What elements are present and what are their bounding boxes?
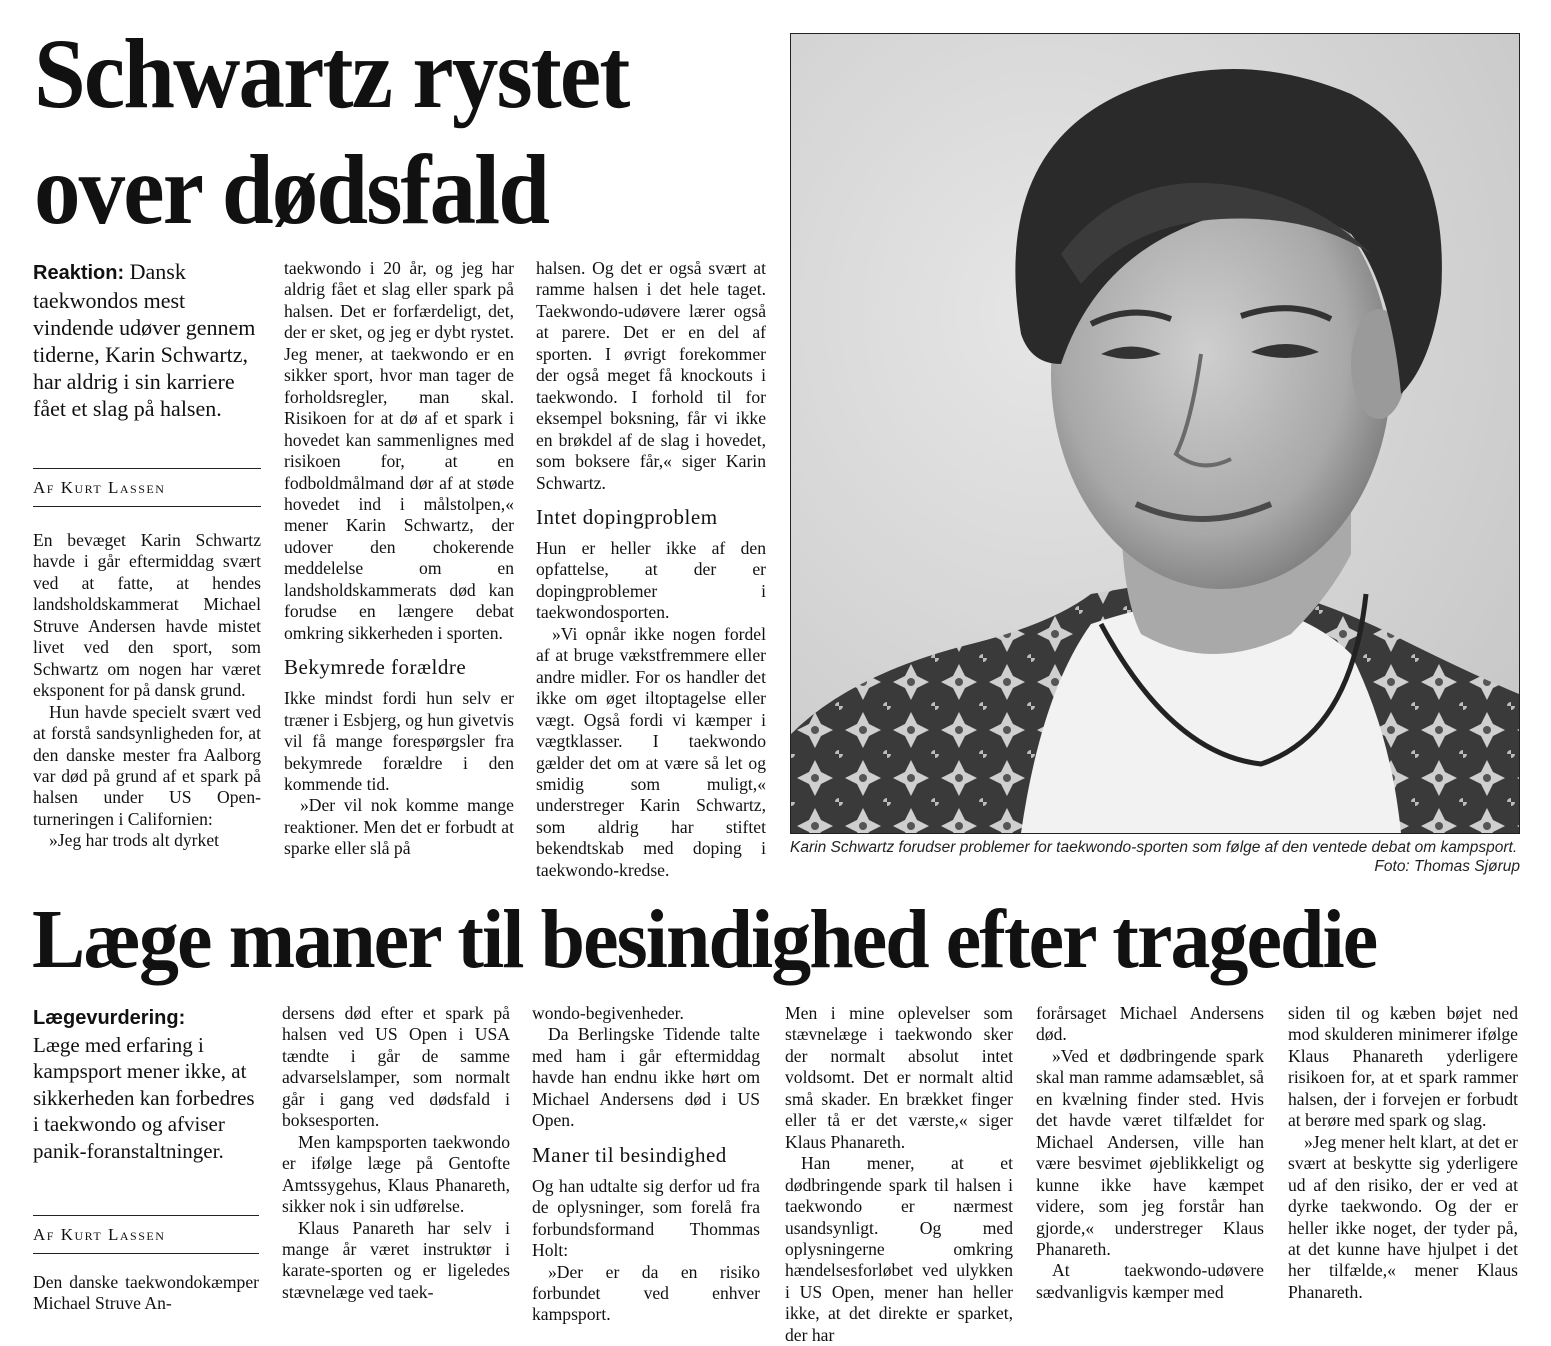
paragraph: forårsaget Michael Andersens død. (1036, 1003, 1264, 1045)
byline-box (33, 468, 261, 507)
paragraph: halsen. Og det er også svært at ramme halsen i det hele taget. Taekwondo-udøvere lærer også at parere. Det er en del af sporten. I øvrigt forekommer der også meget få knockouts i taekwondo. I forhold til for eksempel boksning, får vi ikke en brøkdel af de slag i hovedet, som boksere får,« siger Karin Schwartz. (536, 258, 766, 493)
article1-column-1 (33, 530, 261, 852)
lead-paragraph (33, 258, 263, 422)
paragraph: »Der vil nok komme mange reaktioner. Men det er forbudt at sparke eller slå på (284, 795, 514, 859)
byline-rule-bottom (33, 506, 261, 507)
lead-text: Dansk taekwondos mest vindende udøver gennem tiderne, Karin Schwartz, har aldrig i sin karriere fået et slag på halsen. (33, 259, 256, 421)
paragraph: Hun er heller ikke af den opfattelse, at der er dopingproblemer i taekwondosporten. (536, 537, 766, 623)
headline-line-1: Schwartz rystet (34, 18, 629, 129)
paragraph: »Jeg har trods alt dyrket (49, 830, 220, 851)
paragraph: Men kampsporten taekwondo er ifølge læge på Gentofte Amtssygehus, Klaus Phanareth, sikker nok i sin udførelse. (282, 1131, 510, 1217)
headline-article-2: Læge maner til besindighed efter tragedie (32, 893, 1377, 986)
subheading-doping: Intet dopingproblem (536, 504, 718, 529)
lead-tag-2: Lægevurdering: (33, 1007, 186, 1029)
paragraph: siden til og kæben bøjet ned mod skulderen minimerer ifølge Klaus Phanareth yderligere risikoen for, at et spark rammer halsen, der i forvejen er forbudt at berøre med spark og slag. (1288, 1003, 1518, 1131)
portrait-photo (790, 33, 1520, 834)
paragraph: Men i mine oplevelser som stævnelæge i taekwondo sker der normalt absolut intet voldsomt. Det er normalt altid små skader. En brækket finger eller tå er det værste,« siger Klaus Phanareth. (785, 1003, 1013, 1152)
paragraph: »Der er da en risiko forbundet ved enhver kampsport. (532, 1261, 760, 1325)
paragraph: At taekwondo-udøvere sædvanligvis kæmper med (1036, 1260, 1264, 1302)
paragraph: »Jeg mener helt klart, at det er svært at beskytte sig yderligere ud af den risiko, der er ved at dyrke taekwondo. Og der er heller ikke noget, der tyder på, at det kunne have hjulpet i det her tilfælde,« mener Klaus Phanareth. (1288, 1131, 1518, 1302)
paragraph: wondo-begivenheder. (532, 1003, 684, 1023)
paragraph: taekwondo i 20 år, og jeg har aldrig fået et slag eller spark på halsen. Det er forfærdeligt, det, der er sket, og jeg er dybt rystet. Jeg mener, at taekwondo er en sikker sport, hvor man tager de forholdsregler, man skal. Risikoen for at dø af et spark i hovedet kan sammenlignes med risikoen for, at en fodboldmålmand dør af at støde hovedet ind i målstolpen,« mener Karin Schwartz, der udover den chokerende meddelelse om en landsholdskammerats død kan forudse en længere debat omkring sikkerheden i sporten. (284, 258, 514, 643)
article2-column-1 (33, 1272, 259, 1315)
portrait-illustration (791, 34, 1519, 833)
article1-column-3 (536, 258, 766, 881)
paragraph: Da Berlingske Tidende talte med ham i går eftermiddag havde han endnu ikke hørt om Michael Andersens død i US Open. (532, 1024, 760, 1131)
article2-column-3 (532, 1003, 760, 1326)
paragraph: »Vi opnår ikke nogen fordel af at bruge vækstfremmere eller andre midler. For os handler det ikke om øget iltoptagelse eller vægt. Også fordi vi kæmper i vægtklasser. I taekwondo gælder det om at være så let og smidig som muligt,« understreger Karin Schwartz, som aldrig har stiftet bekendtskab med doping i taekwondo-kredse. (536, 623, 766, 880)
paragraph: Klaus Panareth har selv i mange år været instruktør i karate-sporten og er ligeledes stævnelæge ved taek- (282, 1217, 510, 1302)
paragraph: Og han udtalte sig derfor ud fra de oplysninger, som forelå fra forbundsformand Thommas Holt: (532, 1175, 760, 1261)
photo-caption: Karin Schwartz forudser problemer for taekwondo-sporten som følge af den ventede debat om kampsport. (790, 839, 1518, 856)
byline-rule-bottom (33, 1253, 259, 1254)
article2-column-6 (1288, 1003, 1518, 1303)
paragraph: Han mener, at et dødbringende spark til halsen i taekwondo er nærmest usandsynligt. Og med oplysningerne omkring hændelsesforløbet ved ulykken i US Open, mener han heller ikke, at det direkte er sparket, der har (785, 1153, 1013, 1345)
article2-column-4 (785, 1003, 1013, 1346)
byline-box-2 (33, 1215, 259, 1254)
paragraph: Ikke mindst fordi hun selv er træner i Esbjerg, og hun givetvis vil få mange forespørgsler fra bekymrede forældre i den kommende tid. (284, 688, 514, 794)
photo-credit: Foto: Thomas Sjørup (1374, 858, 1520, 875)
photo-caption-block (790, 838, 1520, 875)
article2-column-5 (1036, 1003, 1264, 1303)
lead-paragraph-2 (33, 1005, 261, 1164)
paragraph: En bevæget Karin Schwartz havde i går eftermiddag svært ved at fatte, at hendes landsholdskammerat Michael Struve Andersen havde mistet livet ved den sport, som Schwartz om nogen har været eksponent for på dansk grund. (33, 530, 261, 701)
article1-column-2 (284, 258, 514, 860)
paragraph: »Ved et dødbringende spark skal man ramme adamsæblet, så en kvælning finder sted. Hvis det havde været tilfældet for Michael Andersen, ville han være besvimet øjeblikkeligt og kunne ikke have kæmpet videre, som jeg forstår han gjorde,« understreger Klaus Phanareth. (1036, 1045, 1264, 1259)
headline-line-2: over dødsfald (34, 134, 549, 245)
lead-tag: Reaktion: (33, 262, 125, 284)
article2-column-2 (282, 1003, 510, 1303)
paragraph: Den danske taekwondokæmper Michael Struve An- (33, 1272, 259, 1314)
paragraph: dersens død efter et spark på halsen ved US Open i USA tændte i går de samme advarselslamper, som normalt går i gang ved dødsfald i boksesporten. (282, 1003, 510, 1131)
subheading-maner: Maner til besindighed (532, 1142, 727, 1167)
byline: Af Kurt Lassen (33, 478, 166, 497)
subheading-bekymrede: Bekymrede forældre (284, 655, 467, 680)
byline-2: Af Kurt Lassen (33, 1225, 166, 1244)
lead-text-2: Læge med erfaring i kampsport mener ikke, at sikkerheden kan forbedres i taekwondo og afviser panik-foranstaltninger. (33, 1032, 255, 1163)
paragraph: Hun havde specielt svært ved at forstå sandsynligheden for, at den danske mester fra Aalborg var død på grund af et spark på halsen under US Open-turneringen i Californien: (33, 701, 261, 829)
